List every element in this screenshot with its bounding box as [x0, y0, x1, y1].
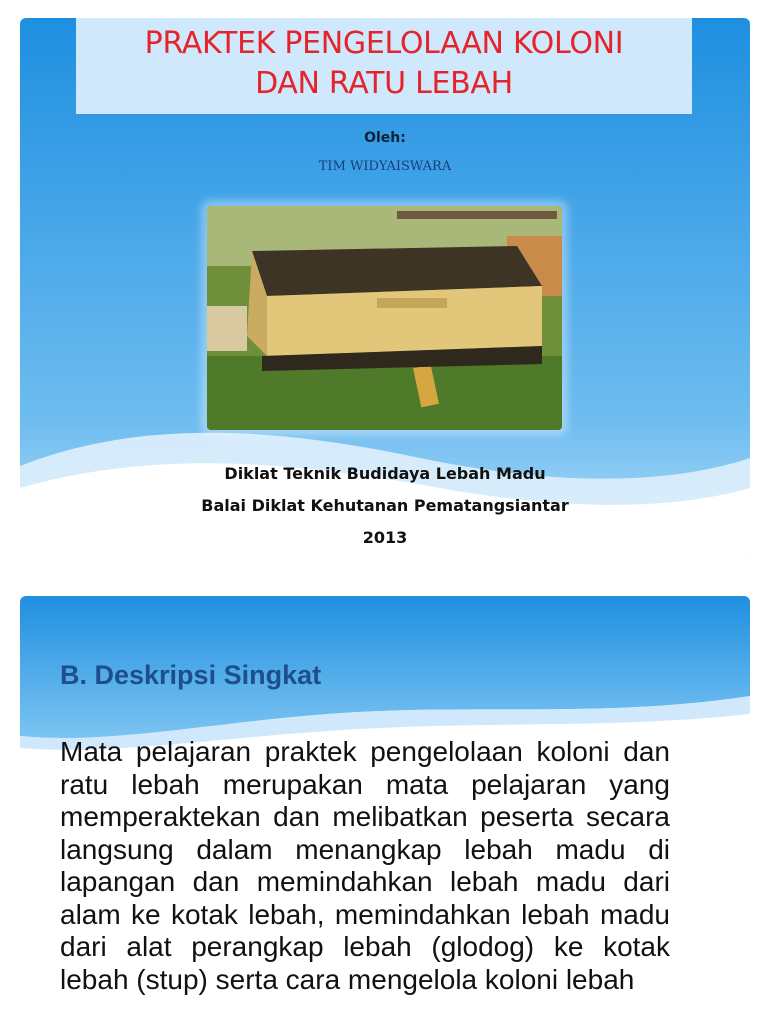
info-line-course: Diklat Teknik Budidaya Lebah Madu	[224, 464, 546, 483]
section-body: Mata pelajaran praktek pengelolaan koloni dan ratu lebah merupakan mata pelajaran yang memperaktekan dan melibatkan peserta secara langsung dalam menangkap lebah madu di lapangan dan memindahkan lebah madu dari alam ke kotak lebah, memindahkan lebah madu dari alat perangkap lebah (glodog) ke kotak lebah (stup) serta cara mengelola koloni lebah	[60, 736, 670, 995]
title-box	[76, 18, 692, 114]
beehive-photo	[207, 206, 562, 430]
description-slide	[20, 596, 750, 1036]
info-line-year: 2013	[362, 528, 408, 547]
title-slide	[20, 18, 750, 560]
section-heading: B. Deskripsi Singkat	[60, 660, 322, 690]
author-label: Oleh:	[364, 130, 406, 146]
slide-title: PRAKTEK PENGELOLAAN KOLONI DAN RATU LEBAH	[144, 26, 624, 101]
info-line-institution: Balai Diklat Kehutanan Pematangsiantar	[201, 496, 569, 515]
author-name: TIM WIDYAISWARA	[318, 159, 452, 174]
